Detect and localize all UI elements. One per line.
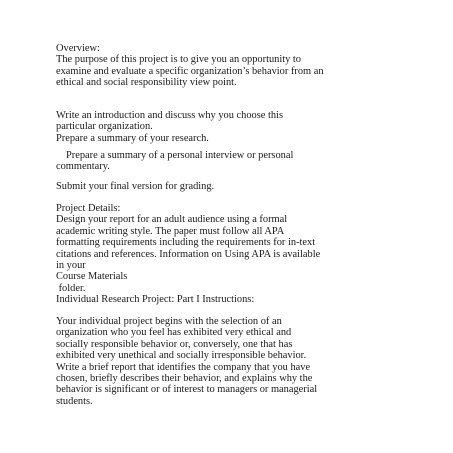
submit-line: Submit your final version for grading.	[56, 181, 215, 192]
project-details-line: Course Materials	[56, 271, 128, 283]
overview-heading: Overview:	[56, 43, 100, 54]
body-line: students.	[56, 395, 93, 407]
instructions-section	[56, 294, 446, 305]
intro-section	[56, 110, 446, 144]
project-details-line: folder.	[56, 282, 86, 294]
project-details-heading: Project Details:	[56, 203, 121, 214]
project-details-line: formatting requirements including the requirements for in-text	[56, 237, 316, 249]
intro-line: particular organization.	[56, 121, 153, 133]
body-line: Write a brief report that identifies the company that you have	[56, 361, 311, 373]
submit-section	[56, 181, 446, 192]
interview-section	[56, 150, 446, 173]
body-line: chosen, briefly describes their behavior, and explains why the	[56, 373, 313, 385]
interview-line: Prepare a summary of a personal interview or personal	[66, 150, 294, 161]
body-section	[56, 316, 446, 407]
project-details-line: citations and references. Information on Using APA is available	[56, 248, 321, 260]
instructions-heading: Individual Research Project: Part I Instructions:	[56, 294, 255, 305]
overview-line: examine and evaluate a specific organization’s behavior from an	[56, 65, 324, 77]
body-line: socially responsible behavior or, conversely, one that has	[56, 338, 293, 350]
overview-line: ethical and social responsibility view point.	[56, 77, 237, 89]
intro-line: Write an introduction and discuss why you choose this	[56, 110, 283, 121]
overview-section	[56, 43, 446, 89]
body-line: behavior is significant or of interest to managers or managerial	[56, 384, 318, 396]
overview-line: The purpose of this project is to give you an opportunity to	[56, 54, 302, 66]
project-details-line: academic writing style. The paper must follow all APA	[56, 225, 285, 237]
body-line: organization who you feel has exhibited very ethical and	[56, 327, 292, 339]
intro-line: Prepare a summary of your research.	[56, 132, 209, 144]
project-details-section	[56, 203, 446, 294]
body-line: exhibited very unethical and socially irresponsible behavior.	[56, 350, 307, 362]
body-line: Your individual project begins with the selection of an	[56, 316, 282, 327]
project-details-line: Design your report for an adult audience using a formal	[56, 214, 288, 226]
project-details-line: in your	[56, 260, 86, 272]
interview-line: commentary.	[56, 161, 110, 173]
